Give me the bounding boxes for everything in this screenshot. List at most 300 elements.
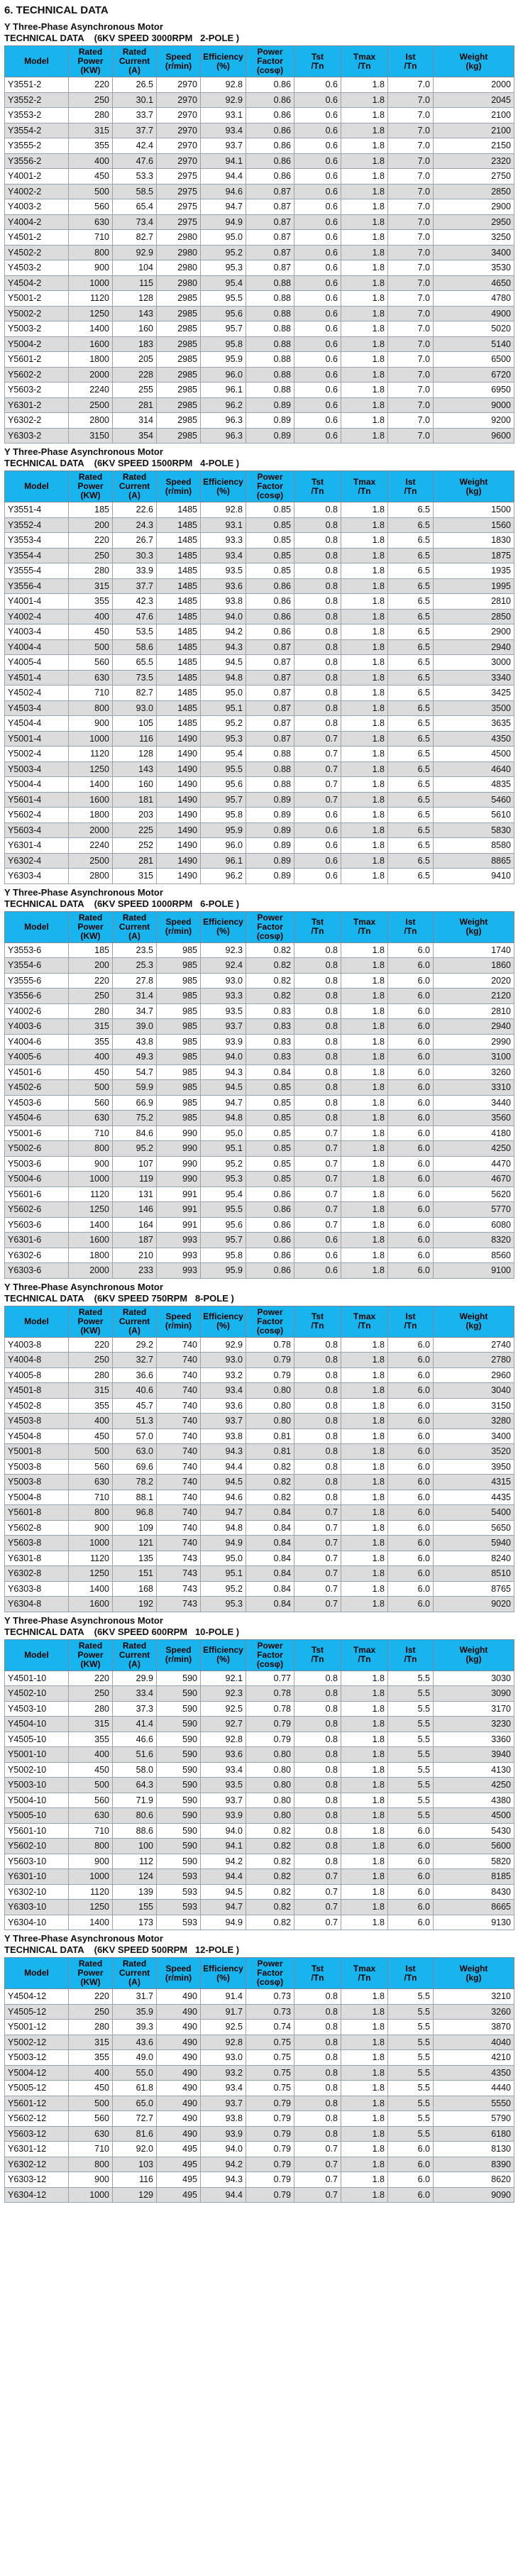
table-row: [5, 989, 514, 1004]
cell-tst: 0.7: [294, 1520, 341, 1536]
column-header-text: Rated: [122, 912, 147, 923]
table-row: [5, 123, 514, 138]
cell-model: Y3554-2: [5, 123, 69, 138]
cell-efficiency: 93.0: [201, 2050, 246, 2066]
cell-rated-power: 1250: [69, 1900, 113, 1915]
cell-model: Y3552-4: [5, 517, 69, 533]
cell-model: Y4505-12: [5, 2004, 69, 2020]
cell-model: Y4002-4: [5, 609, 69, 624]
cell-tst: 0.8: [294, 2096, 341, 2111]
cell-rated-power: 400: [69, 153, 113, 169]
cell-weight: 5430: [434, 1823, 514, 1839]
cell-tmax: 1.8: [341, 275, 388, 291]
column-header-text: Ist: [405, 917, 416, 927]
cell-model: Y4502-4: [5, 686, 69, 701]
cell-rated-power: 560: [69, 1793, 113, 1808]
cell-tst: 0.8: [294, 1839, 341, 1854]
cell-rated-current: 54.7: [113, 1064, 157, 1080]
cell-tst: 0.7: [294, 1551, 341, 1566]
cell-power-factor: 0.80: [246, 1762, 294, 1778]
cell-power-factor: 0.88: [246, 382, 294, 398]
column-header-rated-power: [69, 1639, 113, 1670]
section-heading-line1: Y Three-Phase Asynchronous Motor: [4, 21, 163, 32]
cell-rated-current: 39.0: [113, 1019, 157, 1035]
cell-speed: 590: [157, 1747, 201, 1763]
cell-model: Y5602-10: [5, 1839, 69, 1854]
cell-ist: 6.5: [388, 563, 434, 579]
table-row: [5, 1429, 514, 1444]
cell-ist: 7.0: [388, 336, 434, 352]
cell-power-factor: 0.86: [246, 153, 294, 169]
cell-tmax: 1.8: [341, 517, 388, 533]
cell-rated-current: 93.0: [113, 700, 157, 716]
spec-section: [4, 1615, 514, 1931]
cell-power-factor: 0.82: [246, 1869, 294, 1885]
cell-rated-current: 135: [113, 1551, 157, 1566]
cell-weight: 2810: [434, 1003, 514, 1019]
cell-model: Y4505-10: [5, 1732, 69, 1747]
table-row: [5, 2004, 514, 2020]
cell-rated-current: 47.6: [113, 609, 157, 624]
cell-ist: 5.5: [388, 1762, 434, 1778]
column-header-efficiency: [201, 471, 246, 502]
cell-speed: 740: [157, 1520, 201, 1536]
cell-weight: 4180: [434, 1125, 514, 1141]
cell-model: Y4003-6: [5, 1019, 69, 1035]
cell-rated-power: 1000: [69, 1536, 113, 1551]
cell-power-factor: 0.82: [246, 958, 294, 974]
cell-tst: 0.8: [294, 563, 341, 579]
cell-weight: 1560: [434, 517, 514, 533]
cell-speed: 985: [157, 1050, 201, 1065]
cell-rated-power: 185: [69, 502, 113, 518]
cell-rated-current: 116: [113, 731, 157, 747]
cell-speed: 590: [157, 1823, 201, 1839]
cell-rated-power: 355: [69, 1732, 113, 1747]
cell-tst: 0.8: [294, 1459, 341, 1475]
column-header-text: Tst: [311, 1963, 324, 1974]
cell-rated-power: 2240: [69, 382, 113, 398]
cell-efficiency: 92.9: [201, 92, 246, 108]
cell-tmax: 1.8: [341, 367, 388, 382]
column-header-text: /Tn: [311, 1321, 324, 1331]
column-header-text: Tst: [311, 476, 324, 487]
cell-power-factor: 0.87: [246, 700, 294, 716]
cell-power-factor: 0.85: [246, 517, 294, 533]
cell-rated-current: 55.0: [113, 2065, 157, 2081]
cell-tmax: 1.8: [341, 397, 388, 413]
cell-ist: 6.0: [388, 1111, 434, 1126]
column-header-text: Speed: [165, 917, 192, 927]
cell-power-factor: 0.81: [246, 1429, 294, 1444]
cell-power-factor: 0.78: [246, 1686, 294, 1702]
cell-power-factor: 0.75: [246, 2065, 294, 2081]
cell-ist: 6.0: [388, 1383, 434, 1399]
column-header-text: Weight: [459, 476, 488, 487]
cell-rated-power: 400: [69, 2065, 113, 2081]
column-header-text: Power: [77, 1316, 104, 1326]
cell-ist: 6.0: [388, 973, 434, 989]
cell-power-factor: 0.87: [246, 214, 294, 230]
cell-ist: 7.0: [388, 123, 434, 138]
cell-tst: 0.7: [294, 1156, 341, 1172]
cell-tst: 0.7: [294, 1581, 341, 1597]
cell-speed: 985: [157, 942, 201, 958]
cell-speed: 590: [157, 1839, 201, 1854]
cell-rated-current: 41.4: [113, 1717, 157, 1732]
cell-tmax: 1.8: [341, 1034, 388, 1050]
cell-power-factor: 0.88: [246, 761, 294, 777]
cell-rated-power: 355: [69, 1034, 113, 1050]
cell-power-factor: 0.86: [246, 578, 294, 594]
cell-speed: 490: [157, 2020, 201, 2035]
cell-model: Y3551-2: [5, 77, 69, 93]
column-header-text: Model: [24, 481, 49, 491]
cell-rated-current: 121: [113, 1536, 157, 1551]
table-row: [5, 367, 514, 382]
cell-tst: 0.8: [294, 1686, 341, 1702]
cell-speed: 990: [157, 1156, 201, 1172]
cell-ist: 6.0: [388, 1900, 434, 1915]
cell-weight: 9130: [434, 1915, 514, 1930]
cell-tst: 0.6: [294, 1263, 341, 1279]
cell-weight: 2900: [434, 199, 514, 215]
cell-weight: 3520: [434, 1444, 514, 1460]
column-header-text: Weight: [459, 51, 488, 62]
column-header-text: Rated: [122, 47, 147, 57]
cell-rated-power: 1120: [69, 1187, 113, 1202]
cell-speed: 993: [157, 1263, 201, 1279]
cell-efficiency: 93.9: [201, 2126, 246, 2142]
cell-speed: 1490: [157, 853, 201, 869]
cell-efficiency: 95.9: [201, 822, 246, 838]
cell-tmax: 1.8: [341, 1248, 388, 1263]
column-header-text: Efficiency: [203, 51, 243, 62]
column-header-speed: [157, 471, 201, 502]
cell-ist: 6.0: [388, 989, 434, 1004]
cell-tst: 0.6: [294, 108, 341, 123]
cell-tst: 0.6: [294, 169, 341, 185]
cell-power-factor: 0.88: [246, 275, 294, 291]
column-header-text: Tmax: [353, 917, 376, 927]
cell-efficiency: 95.5: [201, 761, 246, 777]
cell-model: Y4504-10: [5, 1717, 69, 1732]
cell-model: Y5601-12: [5, 2096, 69, 2111]
cell-model: Y4502-8: [5, 1398, 69, 1414]
section-heading: [4, 446, 514, 469]
cell-tmax: 1.8: [341, 2096, 388, 2111]
cell-efficiency: 93.8: [201, 1429, 246, 1444]
cell-power-factor: 0.88: [246, 291, 294, 307]
cell-speed: 1490: [157, 792, 201, 808]
cell-power-factor: 0.82: [246, 1884, 294, 1900]
cell-ist: 5.5: [388, 1717, 434, 1732]
cell-model: Y5601-4: [5, 792, 69, 808]
cell-tst: 0.8: [294, 639, 341, 655]
cell-ist: 6.0: [388, 1581, 434, 1597]
table-row: [5, 700, 514, 716]
cell-weight: 1830: [434, 533, 514, 549]
cell-power-factor: 0.89: [246, 838, 294, 854]
cell-rated-power: 800: [69, 700, 113, 716]
table-row: [5, 2111, 514, 2127]
cell-weight: 8430: [434, 1884, 514, 1900]
table-row: [5, 1398, 514, 1414]
cell-power-factor: 0.86: [246, 1202, 294, 1218]
table-row: [5, 1551, 514, 1566]
cell-speed: 1485: [157, 563, 201, 579]
cell-weight: 4500: [434, 747, 514, 762]
section-heading-line1: Y Three-Phase Asynchronous Motor: [4, 886, 163, 898]
cell-weight: 5550: [434, 2096, 514, 2111]
table-row: [5, 153, 514, 169]
cell-speed: 1485: [157, 700, 201, 716]
cell-tst: 0.8: [294, 2035, 341, 2050]
cell-tst: 0.7: [294, 2172, 341, 2188]
table-row: [5, 609, 514, 624]
spec-table: [4, 1639, 514, 1931]
cell-weight: 2950: [434, 214, 514, 230]
cell-tmax: 1.8: [341, 2035, 388, 2050]
cell-tmax: 1.8: [341, 1398, 388, 1414]
cell-rated-current: 37.7: [113, 578, 157, 594]
cell-rated-current: 63.0: [113, 1444, 157, 1460]
cell-model: Y5602-6: [5, 1202, 69, 1218]
cell-tst: 0.8: [294, 1854, 341, 1869]
cell-ist: 6.0: [388, 1202, 434, 1218]
cell-tst: 0.6: [294, 92, 341, 108]
cell-weight: 9600: [434, 428, 514, 444]
cell-model: Y6301-2: [5, 397, 69, 413]
cell-tst: 0.8: [294, 2004, 341, 2020]
cell-speed: 593: [157, 1869, 201, 1885]
cell-power-factor: 0.86: [246, 123, 294, 138]
cell-speed: 1485: [157, 686, 201, 701]
column-header-text: /Tn: [404, 1321, 417, 1331]
cell-model: Y6303-8: [5, 1581, 69, 1597]
cell-rated-power: 220: [69, 1989, 113, 2005]
column-header-tst: [294, 46, 341, 77]
cell-power-factor: 0.81: [246, 1444, 294, 1460]
cell-tmax: 1.8: [341, 2004, 388, 2020]
cell-weight: 1740: [434, 942, 514, 958]
column-header-ist: [388, 46, 434, 77]
cell-power-factor: 0.82: [246, 1459, 294, 1475]
table-row: [5, 1337, 514, 1353]
table-row: [5, 1202, 514, 1218]
cell-rated-current: 164: [113, 1217, 157, 1233]
sections-container: [4, 21, 514, 2203]
cell-efficiency: 92.8: [201, 77, 246, 93]
cell-weight: 4250: [434, 1141, 514, 1157]
cell-power-factor: 0.79: [246, 2142, 294, 2157]
cell-weight: 3560: [434, 1111, 514, 1126]
column-header-text: (cosφ): [256, 65, 284, 75]
table-row: [5, 336, 514, 352]
cell-speed: 2985: [157, 321, 201, 337]
cell-tmax: 1.8: [341, 1823, 388, 1839]
cell-model: Y6303-2: [5, 428, 69, 444]
cell-speed: 1485: [157, 609, 201, 624]
cell-tst: 0.8: [294, 1064, 341, 1080]
cell-tst: 0.6: [294, 291, 341, 307]
cell-power-factor: 0.79: [246, 1717, 294, 1732]
column-header-text: (A): [128, 930, 140, 941]
cell-efficiency: 94.1: [201, 1839, 246, 1854]
cell-weight: 5610: [434, 808, 514, 823]
cell-speed: 590: [157, 1732, 201, 1747]
cell-tmax: 1.8: [341, 108, 388, 123]
cell-rated-power: 1600: [69, 1597, 113, 1612]
cell-speed: 490: [157, 2096, 201, 2111]
cell-rated-current: 61.8: [113, 2081, 157, 2096]
cell-tmax: 1.8: [341, 1778, 388, 1793]
cell-weight: 6080: [434, 1217, 514, 1233]
cell-rated-power: 220: [69, 973, 113, 989]
cell-tst: 0.6: [294, 382, 341, 398]
cell-rated-power: 1600: [69, 792, 113, 808]
cell-efficiency: 92.8: [201, 1732, 246, 1747]
cell-ist: 6.0: [388, 1217, 434, 1233]
cell-rated-power: 1600: [69, 1233, 113, 1248]
cell-rated-current: 65.4: [113, 199, 157, 215]
cell-power-factor: 0.88: [246, 747, 294, 762]
section-heading-line2: TECHNICAL DATA (6KV SPEED 500RPM 12-POLE ): [4, 1944, 240, 1955]
cell-power-factor: 0.84: [246, 1581, 294, 1597]
column-header-ist: [388, 1306, 434, 1337]
cell-tst: 0.7: [294, 1566, 341, 1582]
column-header-text: Efficiency: [203, 476, 243, 487]
cell-tmax: 1.8: [341, 533, 388, 549]
column-header-text: /Tn: [404, 1654, 417, 1664]
column-header-rated-current: [113, 471, 157, 502]
cell-efficiency: 96.0: [201, 367, 246, 382]
cell-speed: 490: [157, 2004, 201, 2020]
table-header-row: [5, 46, 514, 77]
cell-model: Y5004-8: [5, 1490, 69, 1505]
section-heading: [4, 1615, 514, 1638]
cell-tst: 0.6: [294, 245, 341, 260]
cell-ist: 6.5: [388, 747, 434, 762]
cell-rated-current: 143: [113, 306, 157, 321]
cell-tmax: 1.8: [341, 321, 388, 337]
cell-rated-current: 96.8: [113, 1505, 157, 1521]
cell-efficiency: 95.4: [201, 747, 246, 762]
column-header-text: /Tn: [404, 1972, 417, 1983]
cell-rated-current: 31.4: [113, 989, 157, 1004]
cell-power-factor: 0.79: [246, 1732, 294, 1747]
cell-efficiency: 94.2: [201, 1854, 246, 1869]
cell-power-factor: 0.82: [246, 989, 294, 1004]
cell-efficiency: 93.5: [201, 563, 246, 579]
cell-tst: 0.8: [294, 1989, 341, 2005]
cell-ist: 7.0: [388, 169, 434, 185]
cell-rated-power: 1000: [69, 1172, 113, 1187]
column-header-text: Power: [77, 1649, 104, 1660]
cell-rated-current: 40.6: [113, 1383, 157, 1399]
cell-weight: 4350: [434, 731, 514, 747]
cell-weight: 3250: [434, 230, 514, 246]
cell-model: Y4502-6: [5, 1080, 69, 1096]
cell-weight: 8560: [434, 1248, 514, 1263]
cell-weight: 5770: [434, 1202, 514, 1218]
cell-ist: 6.0: [388, 1869, 434, 1885]
cell-ist: 6.5: [388, 822, 434, 838]
cell-efficiency: 93.6: [201, 1747, 246, 1763]
table-row: [5, 1263, 514, 1279]
cell-weight: 5460: [434, 792, 514, 808]
cell-model: Y5004-2: [5, 336, 69, 352]
table-row: [5, 973, 514, 989]
column-header-power-factor: [246, 46, 294, 77]
table-row: [5, 1854, 514, 1869]
column-header-text: (KW): [80, 490, 101, 500]
cell-speed: 590: [157, 1717, 201, 1732]
cell-rated-current: 33.4: [113, 1686, 157, 1702]
column-header-ist: [388, 1958, 434, 1989]
cell-weight: 4470: [434, 1156, 514, 1172]
column-header-text: /Tn: [404, 926, 417, 936]
cell-model: Y4501-4: [5, 670, 69, 686]
table-row: [5, 1248, 514, 1263]
cell-rated-power: 220: [69, 533, 113, 549]
cell-speed: 991: [157, 1217, 201, 1233]
column-header-weight: [434, 46, 514, 77]
section-heading: [4, 1282, 514, 1304]
cell-ist: 6.0: [388, 1414, 434, 1429]
cell-model: Y4004-6: [5, 1034, 69, 1050]
column-header-text: (cosφ): [256, 1325, 284, 1336]
cell-rated-current: 58.0: [113, 1762, 157, 1778]
cell-rated-power: 200: [69, 958, 113, 974]
cell-weight: 2850: [434, 609, 514, 624]
cell-ist: 5.5: [388, 2065, 434, 2081]
cell-tmax: 1.8: [341, 1263, 388, 1279]
cell-tst: 0.8: [294, 1019, 341, 1035]
cell-tmax: 1.8: [341, 609, 388, 624]
cell-rated-current: 128: [113, 291, 157, 307]
column-header-text: /Tn: [358, 926, 371, 936]
cell-rated-power: 250: [69, 548, 113, 563]
column-header-text: (cosφ): [256, 1658, 284, 1669]
cell-model: Y6302-4: [5, 853, 69, 869]
cell-rated-current: 160: [113, 777, 157, 793]
cell-efficiency: 93.6: [201, 1398, 246, 1414]
column-header-text: Factor: [257, 481, 283, 491]
cell-power-factor: 0.87: [246, 184, 294, 199]
cell-tst: 0.8: [294, 989, 341, 1004]
table-row: [5, 1475, 514, 1490]
cell-weight: 5820: [434, 1854, 514, 1869]
cell-speed: 743: [157, 1566, 201, 1582]
cell-weight: 4040: [434, 2035, 514, 2050]
cell-speed: 740: [157, 1337, 201, 1353]
column-header-speed: [157, 1958, 201, 1989]
cell-speed: 495: [157, 2187, 201, 2203]
cell-rated-power: 900: [69, 1520, 113, 1536]
cell-model: Y4001-4: [5, 594, 69, 610]
cell-efficiency: 93.9: [201, 1808, 246, 1824]
cell-efficiency: 94.7: [201, 1095, 246, 1111]
cell-tst: 0.8: [294, 1444, 341, 1460]
cell-speed: 2970: [157, 92, 201, 108]
cell-tst: 0.8: [294, 1778, 341, 1793]
table-row: [5, 1019, 514, 1035]
cell-speed: 590: [157, 1701, 201, 1717]
column-header-text: Power: [257, 912, 283, 923]
cell-rated-power: 710: [69, 686, 113, 701]
cell-ist: 7.0: [388, 199, 434, 215]
